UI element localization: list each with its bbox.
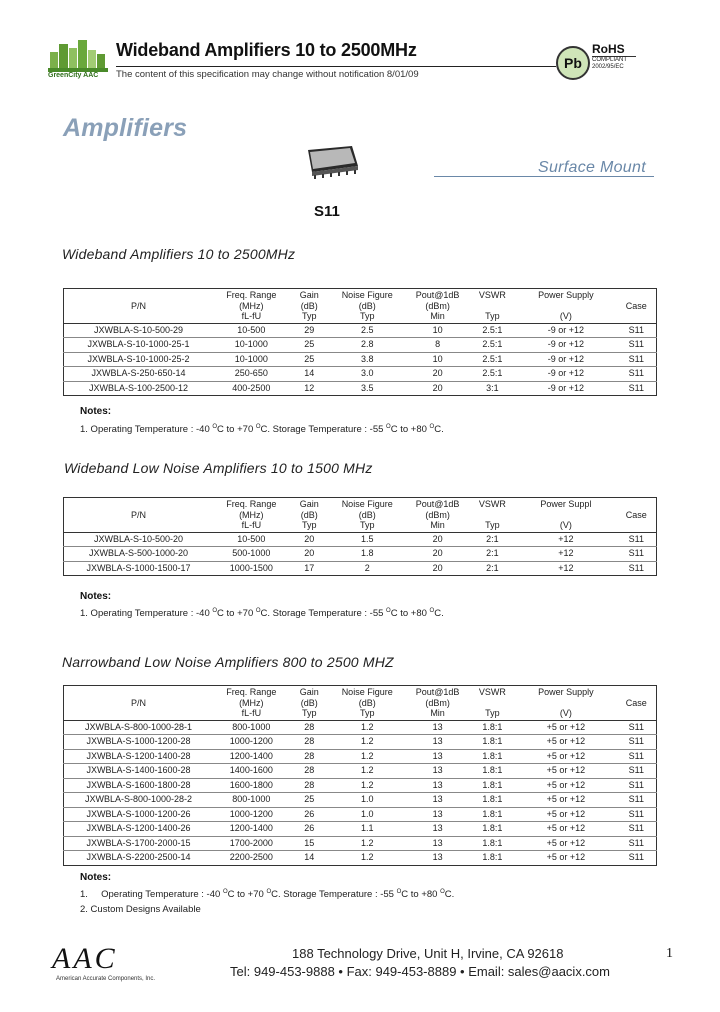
column-header-line: VSWR (478, 499, 506, 509)
table-cell-nf: 1.0 (329, 807, 406, 822)
page-number: 1 (666, 946, 673, 961)
column-header-ps (515, 498, 616, 533)
table-cell-vswr: 2.5:1 (470, 352, 516, 367)
table-cell-gain: 29 (290, 323, 329, 338)
table-cell-vswr: 1.8:1 (470, 822, 516, 837)
table-cell-freq: 1000-1200 (213, 807, 290, 822)
table-cell-pout: 13 (406, 720, 470, 735)
table-row (64, 836, 657, 851)
column-header-line: VSWR (478, 290, 506, 300)
column-header-line (472, 510, 514, 521)
table-cell-pout: 13 (432, 852, 443, 863)
table-cell-gain: 25 (290, 338, 329, 353)
column-header-line: Typ (359, 520, 375, 530)
column-header-gain (290, 686, 329, 721)
table-row (64, 338, 657, 353)
table-cell-pn: JXWBLA-S-10-1000-25-1 (64, 338, 214, 353)
column-header-line (472, 698, 514, 709)
table-cell-pn: JXWBLA-S-500-1000-20 (64, 547, 214, 562)
table-row (64, 764, 657, 779)
column-header-line: (dB) (300, 509, 318, 520)
column-header-line: Typ (485, 311, 500, 321)
table-cell-vswr: 1.8:1 (470, 836, 516, 851)
column-header-line: (dBm) (425, 697, 450, 708)
table-cell-pout: 20 (406, 367, 470, 382)
table-cell-pn: JXWBLA-S-1400-1600-28 (64, 764, 214, 779)
column-header-line: Typ (359, 708, 375, 718)
table-cell-freq: 10-1000 (213, 352, 290, 367)
column-header-line: (V) (559, 520, 572, 530)
wideband-amplifiers-table (63, 288, 657, 396)
column-header-freq (213, 289, 290, 324)
column-header-line: fL-fU (241, 311, 262, 321)
column-header-line: Power Supply (538, 290, 594, 300)
table-cell-nf: 3.8 (329, 352, 406, 367)
lead-free-badge: Pb (556, 46, 590, 80)
column-header-ps (515, 289, 616, 324)
table-cell-ps: +12 (515, 547, 616, 562)
table-cell-nf: 1.2 (329, 749, 406, 764)
table-cell-vswr: 2:1 (486, 562, 499, 573)
table-cell-pn: JXWBLA-S-250-650-14 (64, 367, 214, 382)
column-header-line: (dB) (300, 300, 318, 311)
table-row (64, 381, 657, 396)
note-custom-designs: 2. Custom Designs Available (80, 904, 201, 915)
table-cell-gain: 25 (290, 793, 329, 808)
header-rule (116, 66, 556, 67)
table-cell-nf: 1.8 (329, 547, 406, 562)
table-cell-case: S11 (628, 852, 644, 863)
table-cell-ps: +5 or +12 (515, 807, 616, 822)
column-header-line: Noise Figure (341, 499, 393, 509)
table-row (64, 749, 657, 764)
table-cell-vswr: 1.8:1 (470, 793, 516, 808)
column-header-line: Noise Figure (341, 290, 393, 300)
table-cell-case: S11 (617, 547, 657, 562)
table-cell-pout: 13 (406, 822, 470, 837)
column-header-line: Pout@1dB (415, 687, 460, 697)
column-header-line: (MHz) (239, 697, 264, 708)
column-header-line: (MHz) (239, 300, 264, 311)
table-cell-ps: +5 or +12 (515, 822, 616, 837)
table-cell-pout: 13 (406, 836, 470, 851)
column-header-line (517, 698, 614, 709)
amplifier-package-image (302, 144, 360, 180)
table-cell-case: S11 (617, 735, 657, 750)
table-cell-ps: +5 or +12 (515, 735, 616, 750)
table-cell-pout: 10 (406, 323, 470, 338)
column-header-line (517, 510, 614, 521)
table-cell-vswr: 3:1 (486, 382, 499, 393)
column-header-line: Pout@1dB (415, 290, 460, 300)
table-cell-freq: 1200-1400 (213, 822, 290, 837)
table-cell-case: S11 (617, 822, 657, 837)
section-title-narrowband-lna: Narrowband Low Noise Amplifiers 800 to 2500 MHZ (62, 654, 394, 670)
column-header-pn: P/N (64, 498, 214, 533)
table-cell-case: S11 (628, 562, 644, 573)
column-header-line: fL-fU (241, 520, 262, 530)
column-header-line: (V) (559, 311, 572, 321)
column-header-line: Freq. Range (226, 687, 277, 697)
column-header-line: fL-fU (241, 708, 262, 718)
rohs-badge (592, 42, 636, 71)
table-cell-gain: 20 (290, 547, 329, 562)
table-cell-gain: 26 (290, 822, 329, 837)
column-header-case: Case (617, 686, 657, 721)
table-cell-nf: 1.2 (329, 735, 406, 750)
table-row (64, 822, 657, 837)
column-header-line: Min (430, 311, 445, 321)
table-cell-pn: JXWBLA-S-1200-1400-26 (64, 822, 214, 837)
table-cell-ps: +5 or +12 (515, 764, 616, 779)
table-cell-nf: 1.2 (329, 836, 406, 851)
table-header-row (64, 686, 657, 721)
column-header-line: (dB) (300, 697, 318, 708)
table-cell-pout: 20 (406, 532, 470, 547)
table-cell-freq: 10-500 (213, 532, 290, 547)
table-cell-gain: 14 (290, 367, 329, 382)
column-header-nf (329, 289, 406, 324)
table-cell-freq: 800-1000 (213, 793, 290, 808)
table-cell-nf: 1.2 (360, 852, 374, 863)
table-cell-gain: 28 (290, 735, 329, 750)
table-cell-vswr: 2.5:1 (470, 367, 516, 382)
column-header-line: (MHz) (239, 509, 264, 520)
column-header-pn: P/N (64, 289, 214, 324)
column-header-vswr (470, 498, 516, 533)
table-cell-freq: 1000-1200 (213, 735, 290, 750)
column-header-ps (515, 686, 616, 721)
table-cell-vswr: 1.8:1 (470, 807, 516, 822)
column-header-gain (290, 289, 329, 324)
rohs-directive: 2002/95/EC (592, 64, 624, 70)
table-row (64, 807, 657, 822)
column-header-line: (dBm) (425, 300, 450, 311)
table-cell-pout: 13 (406, 807, 470, 822)
table-cell-case: S11 (617, 807, 657, 822)
table-cell-gain: 20 (290, 532, 329, 547)
table-cell-nf: 1.2 (329, 778, 406, 793)
column-header-line: Typ (359, 311, 375, 321)
table-cell-ps: -9 or +12 (515, 323, 616, 338)
table-cell-pn: JXWBLA-S-10-500-20 (64, 532, 214, 547)
table-cell-nf: 3.5 (360, 382, 374, 393)
notes-heading: Notes: (80, 406, 112, 417)
company-contact: Tel: 949-453-9888 • Fax: 949-453-8889 • Email: sales@aacix.com (230, 964, 610, 979)
column-header-nf (329, 686, 406, 721)
table-cell-nf: 3.0 (329, 367, 406, 382)
document-title: Wideband Amplifiers 10 to 2500MHz (116, 40, 417, 60)
rohs-compliant: COMPLIANT (592, 57, 628, 63)
table-cell-gain: 25 (290, 352, 329, 367)
note-operating-temp: 1. Operating Temperature : -40 $^O$C to +70 $^O$C. Storage Temperature : -55 $^O$C to +80 $^O$C. (80, 889, 455, 901)
table-cell-pn: JXWBLA-S-1000-1200-26 (64, 807, 214, 822)
table-cell-pn: JXWBLA-S-800-1000-28-2 (64, 793, 214, 808)
table-cell-pout: 20 (432, 562, 443, 573)
table-row (64, 367, 657, 382)
table-row (64, 547, 657, 562)
table-cell-ps: -9 or +12 (515, 352, 616, 367)
column-header-line: Typ (485, 708, 500, 718)
table-cell-gain: 14 (304, 852, 315, 863)
table-cell-pn: JXWBLA-S-1600-1800-28 (64, 778, 214, 793)
table-cell-ps: -9 or +12 (515, 338, 616, 353)
table-row (64, 532, 657, 547)
table-cell-pn: JXWBLA-S-1200-1400-28 (64, 749, 214, 764)
table-cell-nf: 2.8 (329, 338, 406, 353)
table-cell-ps: +5 or +12 (515, 749, 616, 764)
column-header-line: Typ (302, 708, 317, 718)
table-cell-freq: 800-1000 (213, 720, 290, 735)
table-cell-freq: 1000-1500 (229, 562, 273, 573)
table-cell-nf: 1.0 (329, 793, 406, 808)
table-cell-case: S11 (617, 367, 657, 382)
column-header-line: (dB) (358, 509, 376, 520)
table-cell-freq: 1700-2000 (213, 836, 290, 851)
column-header-line: Pout@1dB (415, 499, 460, 509)
table-cell-vswr: 1.8:1 (470, 778, 516, 793)
column-header-line (472, 301, 514, 312)
table-cell-vswr: 2:1 (470, 532, 516, 547)
column-header-line: (dB) (358, 300, 376, 311)
table-cell-pn: JXWBLA-S-10-500-29 (64, 323, 214, 338)
mount-type: Surface Mount (538, 159, 646, 176)
table-row (64, 352, 657, 367)
column-header-line: Gain (299, 687, 319, 697)
table-cell-case: S11 (617, 764, 657, 779)
column-header-line (517, 301, 614, 312)
column-header-line: (dBm) (425, 509, 450, 520)
column-header-pn: P/N (64, 686, 214, 721)
table-cell-nf: 1.2 (329, 720, 406, 735)
column-header-pout (406, 498, 470, 533)
column-header-pout (406, 289, 470, 324)
column-header-line: Typ (302, 311, 317, 321)
aac-company-name: American Accurate Components, Inc. (56, 976, 156, 982)
column-header-line: VSWR (478, 687, 506, 697)
table-row (64, 851, 657, 866)
table-cell-pn: JXWBLA-S-1000-1500-17 (86, 562, 191, 573)
table-cell-pout: 13 (406, 735, 470, 750)
column-header-case: Case (617, 289, 657, 324)
section-title-wideband: Wideband Amplifiers 10 to 2500MHz (62, 246, 296, 262)
table-cell-ps: +5 or +12 (546, 852, 586, 863)
table-cell-nf: 2.5 (329, 323, 406, 338)
table-cell-ps: +5 or +12 (515, 720, 616, 735)
table-cell-pout: 13 (406, 749, 470, 764)
table-cell-gain: 28 (290, 778, 329, 793)
table-cell-ps: +12 (515, 532, 616, 547)
logo-text: GreenCity AAC (48, 72, 99, 79)
table-cell-nf: 1.1 (329, 822, 406, 837)
table-cell-pout: 13 (406, 793, 470, 808)
company-logo (48, 38, 108, 82)
table-cell-freq: 500-1000 (213, 547, 290, 562)
table-cell-nf: 1.5 (329, 532, 406, 547)
table-cell-pout: 13 (406, 764, 470, 779)
notes-heading: Notes: (80, 591, 112, 602)
rohs-title: RoHS (592, 42, 636, 57)
table-row (64, 323, 657, 338)
column-header-line: Noise Figure (341, 687, 393, 697)
column-header-line: Typ (485, 520, 500, 530)
table-cell-vswr: 1.8:1 (470, 749, 516, 764)
column-header-vswr (470, 289, 516, 324)
table-cell-vswr: 2:1 (470, 547, 516, 562)
table-cell-freq: 250-650 (213, 367, 290, 382)
column-header-line: Freq. Range (226, 290, 277, 300)
table-row (64, 561, 657, 576)
table-cell-pn: JXWBLA-S-1000-1200-28 (64, 735, 214, 750)
company-address: 188 Technology Drive, Unit H, Irvine, CA 92618 (292, 946, 564, 961)
table-cell-case: S11 (617, 532, 657, 547)
narrowband-lna-table (63, 685, 657, 866)
table-cell-freq: 400-2500 (232, 382, 271, 393)
table-cell-vswr: 1.8:1 (470, 764, 516, 779)
table-cell-pn: JXWBLA-S-800-1000-28-1 (64, 720, 214, 735)
table-cell-vswr: 1.8:1 (470, 735, 516, 750)
column-header-line: Gain (299, 290, 319, 300)
table-cell-pn: JXWBLA-S-1700-2000-15 (64, 836, 214, 851)
case-label: S11 (314, 203, 340, 220)
table-cell-freq: 10-500 (213, 323, 290, 338)
table-cell-case: S11 (617, 793, 657, 808)
column-header-freq (213, 686, 290, 721)
table-cell-freq: 1200-1400 (213, 749, 290, 764)
table-cell-case: S11 (617, 323, 657, 338)
table-cell-pn: JXWBLA-S-10-1000-25-2 (64, 352, 214, 367)
table-cell-ps: -9 or +12 (547, 382, 585, 393)
table-cell-case: S11 (617, 338, 657, 353)
table-cell-ps: +12 (558, 562, 574, 573)
table-cell-pout: 10 (406, 352, 470, 367)
table-cell-pn: JXWBLA-S-100-2500-12 (88, 382, 189, 393)
table-row (64, 778, 657, 793)
table-cell-gain: 28 (290, 749, 329, 764)
aac-logo: AAC (52, 942, 118, 975)
note-operating-temp: 1. Operating Temperature : -40 $^O$C to +70 $^O$C. Storage Temperature : -55 $^O$C to +80 $^O$C. (80, 608, 444, 620)
table-cell-gain: 28 (290, 764, 329, 779)
table-cell-ps: +5 or +12 (515, 836, 616, 851)
table-cell-freq: 1600-1800 (213, 778, 290, 793)
table-cell-case: S11 (617, 778, 657, 793)
table-row (64, 735, 657, 750)
column-header-line: Power Supply (538, 687, 594, 697)
wideband-lna-table (63, 497, 657, 576)
table-cell-ps: +5 or +12 (515, 793, 616, 808)
spec-notice: The content of this specification may change without notification 8/01/09 (116, 69, 419, 80)
column-header-line: (dB) (358, 697, 376, 708)
column-header-pout (406, 686, 470, 721)
table-cell-case: S11 (617, 720, 657, 735)
table-cell-gain: 17 (304, 562, 315, 573)
table-cell-case: S11 (617, 352, 657, 367)
table-cell-vswr: 1.8:1 (482, 852, 503, 863)
table-cell-pout: 20 (432, 382, 443, 393)
column-header-line: Power Suppl (540, 499, 592, 509)
mount-underline (434, 176, 654, 177)
column-header-line: Gain (299, 499, 319, 509)
table-header-row (64, 498, 657, 533)
table-header-row (64, 289, 657, 324)
column-header-vswr (470, 686, 516, 721)
table-cell-freq: 10-1000 (213, 338, 290, 353)
table-cell-gain: 12 (304, 382, 315, 393)
table-cell-case: S11 (628, 382, 644, 393)
table-cell-nf: 1.2 (329, 764, 406, 779)
notes-heading: Notes: (80, 872, 112, 883)
table-cell-freq: 1400-1600 (213, 764, 290, 779)
column-header-nf (329, 498, 406, 533)
note-operating-temp: 1. Operating Temperature : -40 $^O$C to +70 $^O$C. Storage Temperature : -55 $^O$C to +80 $^O$C. (80, 424, 444, 436)
table-cell-gain: 28 (290, 720, 329, 735)
table-cell-vswr: 1.8:1 (470, 720, 516, 735)
column-header-freq (213, 498, 290, 533)
table-cell-vswr: 2.5:1 (470, 338, 516, 353)
table-cell-pout: 20 (406, 547, 470, 562)
table-cell-pout: 8 (406, 338, 470, 353)
table-cell-pout: 13 (406, 778, 470, 793)
table-cell-nf: 2 (364, 562, 370, 573)
column-header-line: (V) (559, 708, 572, 718)
table-cell-vswr: 2.5:1 (470, 323, 516, 338)
table-cell-case: S11 (617, 836, 657, 851)
column-header-line: Min (430, 708, 445, 718)
column-header-line: Min (430, 520, 445, 530)
table-cell-ps: -9 or +12 (515, 367, 616, 382)
table-cell-gain: 26 (290, 807, 329, 822)
table-row (64, 793, 657, 808)
column-header-gain (290, 498, 329, 533)
column-header-case: Case (617, 498, 657, 533)
table-cell-ps: +5 or +12 (515, 778, 616, 793)
table-cell-pn: JXWBLA-S-2200-2500-14 (86, 852, 191, 863)
table-cell-case: S11 (617, 749, 657, 764)
product-category-title: Amplifiers (63, 114, 188, 142)
table-cell-gain: 15 (290, 836, 329, 851)
table-cell-freq: 2200-2500 (229, 852, 273, 863)
table-row (64, 720, 657, 735)
column-header-line: Typ (302, 520, 317, 530)
section-title-wideband-lna: Wideband Low Noise Amplifiers 10 to 1500 MHz (64, 460, 373, 476)
column-header-line: Freq. Range (226, 499, 277, 509)
